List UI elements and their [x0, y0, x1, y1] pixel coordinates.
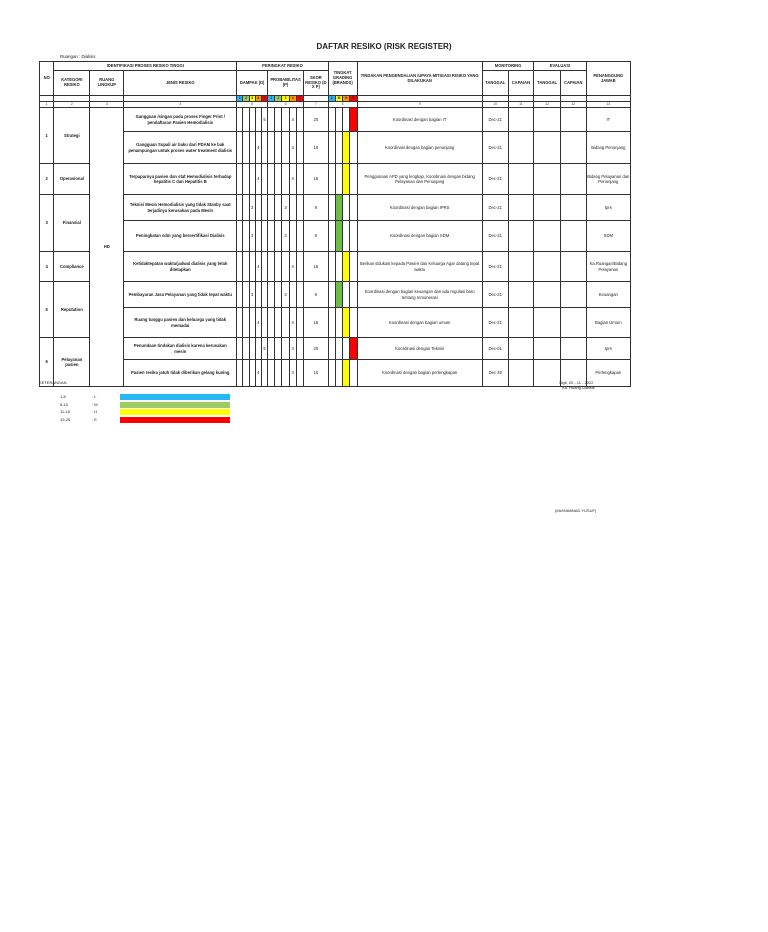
- legend-range: 11-18: [60, 409, 70, 414]
- grading-cell: [335, 252, 342, 282]
- legend-item: [58, 394, 238, 400]
- legend-item: [58, 409, 238, 415]
- dampak-level-5: 5: [261, 96, 267, 102]
- grading-cell: [350, 338, 357, 360]
- row-number: 4: [40, 252, 54, 282]
- probabilitas-cell: [296, 195, 303, 221]
- monitoring-achievement: [508, 108, 534, 132]
- probabilitas-cell: [268, 221, 275, 252]
- dampak-level-3: 3: [249, 96, 255, 102]
- prob-level-3: 3: [282, 96, 289, 102]
- monitoring-achievement: [508, 338, 534, 360]
- evaluation-date: [534, 308, 561, 338]
- dampak-cell: 5: [261, 108, 267, 132]
- column-number: 13: [586, 102, 630, 108]
- monitoring-date: Dec-21: [482, 308, 508, 338]
- grading-cell: [328, 164, 335, 195]
- monitoring-achievement: [508, 308, 534, 338]
- legend-color-swatch: [120, 417, 230, 423]
- grading-cell: [335, 108, 342, 132]
- column-number: 8: [328, 102, 357, 108]
- header-ruang: RUANG LINGKUP: [90, 71, 124, 96]
- evaluation-date: [534, 338, 561, 360]
- header-dampak: DAMPAK (D): [237, 71, 268, 96]
- dampak-cell: 5: [261, 338, 267, 360]
- grading-cell: [350, 195, 357, 221]
- header-evaluasi-tanggal: TANGGAL: [534, 71, 561, 96]
- legend-code: : E: [92, 416, 97, 422]
- grading-cell: [335, 164, 342, 195]
- header-tindakan: TINDAKAN PENGENDALIAN /UPAYA MITIGASI RISIKO YANG DILAKUKAN: [357, 62, 482, 96]
- column-number: 1: [40, 102, 54, 108]
- grading-cell: [343, 338, 350, 360]
- probabilitas-cell: 4: [289, 108, 296, 132]
- mitigation-action: Koordinasi dengan bagian IT: [357, 108, 482, 132]
- grade-level-h: H: [343, 96, 350, 102]
- grading-cell: [328, 252, 335, 282]
- risk-category: Pelayanan pasien: [54, 338, 90, 387]
- risk-score: 20: [304, 108, 329, 132]
- monitoring-date: Dec-21: [482, 221, 508, 252]
- probabilitas-cell: [275, 132, 282, 164]
- grading-cell: [335, 360, 342, 387]
- column-number: 11: [508, 102, 534, 108]
- grading-cell: [343, 132, 350, 164]
- risk-category: Operasional: [54, 164, 90, 195]
- prob-level-4: 4: [289, 96, 296, 102]
- risk-description: Gangguan Supali air baku dari PDAM ke bak penampungan untuk proses water treatment dialisis: [124, 132, 237, 164]
- row-number: 1: [40, 108, 54, 164]
- grading-cell: [328, 360, 335, 387]
- monitoring-date: Dec 39: [482, 360, 508, 387]
- risk-score: 16: [304, 308, 329, 338]
- evaluation-date: [534, 195, 561, 221]
- risk-score: 9: [304, 221, 329, 252]
- responsible-party: Bidang Pelayanan dan Penunjang: [586, 164, 630, 195]
- probabilitas-cell: [282, 164, 289, 195]
- table-row: [40, 132, 631, 164]
- legend-color-swatch: [120, 394, 230, 400]
- risk-description: Peningkatan sdm yang bersertifikasi Dialisis: [124, 221, 237, 252]
- row-number: 2: [40, 164, 54, 195]
- legend-range: 19-25: [60, 416, 71, 422]
- mitigation-action: Koordinasi dengan bagian SDM: [357, 221, 482, 252]
- probabilitas-cell: [296, 282, 303, 308]
- risk-category: Compliance: [54, 252, 90, 282]
- probabilitas-cell: 4: [289, 338, 296, 360]
- probabilitas-cell: [275, 252, 282, 282]
- probabilitas-cell: [275, 308, 282, 338]
- risk-scope: HD: [90, 108, 124, 387]
- risk-description: Pembayaran Jasa Pelayanan yang tidak tepat waktu: [124, 282, 237, 308]
- dampak-cell: 4: [255, 308, 261, 338]
- header-monitoring-tanggal: TANGGAL: [482, 71, 508, 96]
- probabilitas-cell: 4: [289, 252, 296, 282]
- probabilitas-cell: [268, 132, 275, 164]
- column-number: 9: [357, 102, 482, 108]
- signature-place-date: Sigli, 20 - 11 - 2022: [559, 380, 594, 385]
- header-no: NO: [40, 62, 54, 96]
- header-peringkat: PERINGKAT RESIKO: [237, 62, 328, 71]
- dampak-level-1: 1: [237, 96, 243, 102]
- keterangan-label: KETERANGAN: [39, 380, 67, 385]
- mitigation-action: Penggunaan APD yang lengkap, Koordinasi dengan bidang Pelayanan dan Penunjang: [357, 164, 482, 195]
- grading-cell: [350, 164, 357, 195]
- probabilitas-cell: [282, 132, 289, 164]
- header-monitoring-capaian: CAPAIAN: [508, 71, 534, 96]
- legend-item: [58, 417, 238, 423]
- probabilitas-cell: [296, 338, 303, 360]
- legend-code: : M: [92, 401, 98, 407]
- probabilitas-cell: [282, 338, 289, 360]
- risk-description: Terpaparnya pasien dan staf Hemodialisis terhadap hepatitis C dan Hepatitis B: [124, 164, 237, 195]
- header-identifikasi: IDENTIFIKASI PROSES RESIKO TINGGI: [54, 62, 237, 71]
- evaluation-date: [534, 282, 561, 308]
- evaluation-date: [534, 164, 561, 195]
- column-number: 10: [482, 102, 508, 108]
- column-number: 6: [268, 102, 304, 108]
- dampak-cell: 3: [249, 221, 255, 252]
- risk-description: Gangguan /singan pada proses Finger Print / pendaftaran Pasien Hemodialisis: [124, 108, 237, 132]
- grading-cell: [328, 338, 335, 360]
- header-kategori: KATEGORI RESIKO: [54, 71, 90, 96]
- probabilitas-cell: [268, 338, 275, 360]
- monitoring-achievement: [508, 360, 534, 387]
- probabilitas-cell: [275, 360, 282, 387]
- mitigation-action: Koordinasi dengan Teknisi: [357, 338, 482, 360]
- grade-level-m: M: [335, 96, 342, 102]
- row-number: 6: [40, 338, 54, 387]
- evaluation-date: [534, 132, 561, 164]
- grading-cell: [335, 338, 342, 360]
- grading-cell: [335, 308, 342, 338]
- probabilitas-cell: [289, 195, 296, 221]
- grading-cell: [328, 282, 335, 308]
- grading-cell: [328, 308, 335, 338]
- risk-score: 9: [304, 282, 329, 308]
- column-number: 7: [304, 102, 329, 108]
- grading-cell: [350, 282, 357, 308]
- risk-score: 16: [304, 164, 329, 195]
- table-row: [40, 308, 631, 338]
- table-row: [40, 164, 631, 195]
- header-evaluasi: EVALUASI: [534, 62, 586, 71]
- table-row: [40, 221, 631, 252]
- legend-item: [58, 402, 238, 408]
- grading-cell: [343, 221, 350, 252]
- monitoring-date: Dec-21: [482, 164, 508, 195]
- probabilitas-cell: [268, 195, 275, 221]
- mitigation-action: Koordinasi dengan bagian perlengkapan: [357, 360, 482, 387]
- grading-cell: [328, 195, 335, 221]
- mitigation-action: Koordinasi dengan bagian keuangan dan ada regulasi baru tentang remunerasi: [357, 282, 482, 308]
- evaluation-date: [534, 221, 561, 252]
- risk-description: Ruang tunggu pasien dan keluarga yang tidak memadai: [124, 308, 237, 338]
- grading-cell: [343, 360, 350, 387]
- grading-cell: [343, 252, 350, 282]
- legend-range: 1-5: [60, 394, 66, 399]
- column-number: 12: [560, 102, 586, 108]
- probabilitas-cell: [296, 132, 303, 164]
- monitoring-date: Dec-21: [482, 282, 508, 308]
- risk-register-table: [39, 61, 631, 387]
- table-row: [40, 108, 631, 132]
- responsible-party: SDM: [586, 221, 630, 252]
- grading-cell: [328, 108, 335, 132]
- dampak-cell: 4: [255, 252, 261, 282]
- risk-category: Finansial: [54, 195, 90, 252]
- probabilitas-cell: [282, 308, 289, 338]
- grade-level-e: E: [350, 96, 357, 102]
- dampak-level-2: 2: [243, 96, 249, 102]
- table-row: [40, 338, 631, 360]
- evaluation-achievement: [560, 252, 586, 282]
- probabilitas-cell: [282, 360, 289, 387]
- signature-block: [559, 380, 595, 390]
- grading-cell: [343, 108, 350, 132]
- grading-cell: [350, 252, 357, 282]
- evaluation-achievement: [560, 132, 586, 164]
- mitigation-action: Koordinasi dengan bagian umum: [357, 308, 482, 338]
- monitoring-date: Dec-21: [482, 252, 508, 282]
- probabilitas-cell: [296, 221, 303, 252]
- signature-position: Ka. Ruang Dialisis: [562, 385, 595, 390]
- probabilitas-cell: [275, 221, 282, 252]
- header-jenis: JENIS RESIKO: [124, 71, 237, 96]
- risk-category: Strategi: [54, 108, 90, 164]
- legend-color-swatch: [120, 402, 230, 408]
- probabilitas-cell: [296, 164, 303, 195]
- evaluation-achievement: [560, 221, 586, 252]
- probabilitas-cell: 4: [289, 132, 296, 164]
- column-number: 4: [124, 102, 237, 108]
- probabilitas-cell: 3: [282, 195, 289, 221]
- probabilitas-cell: [275, 282, 282, 308]
- column-number: 2: [54, 102, 90, 108]
- probabilitas-cell: [296, 308, 303, 338]
- monitoring-date: Dec-01: [482, 338, 508, 360]
- evaluation-achievement: [560, 195, 586, 221]
- probabilitas-cell: [268, 282, 275, 308]
- table-row: [40, 195, 631, 221]
- header-penanggung: PENANGGUNG JAWAB: [586, 62, 630, 96]
- probabilitas-cell: [268, 108, 275, 132]
- responsible-party: Ka.Ruangan/Bidang Pelayanan: [586, 252, 630, 282]
- dampak-cell: 4: [255, 360, 261, 387]
- responsible-party: Iprs: [586, 338, 630, 360]
- prob-level-2: 2: [275, 96, 282, 102]
- grading-cell: [350, 360, 357, 387]
- column-number: 12: [534, 102, 561, 108]
- dampak-cell: 3: [249, 282, 255, 308]
- mitigation-action: Berikan Edukasi kepada Pasien dan Keluarga Agar datang tepat waktu: [357, 252, 482, 282]
- grading-cell: [335, 132, 342, 164]
- probabilitas-cell: [275, 338, 282, 360]
- responsible-party: Bagian Umum: [586, 308, 630, 338]
- monitoring-achievement: [508, 132, 534, 164]
- grading-cell: [328, 221, 335, 252]
- probabilitas-cell: [289, 221, 296, 252]
- risk-description: Penundaan tindakan dialisis karena kerusakan mesin: [124, 338, 237, 360]
- grading-cell: [335, 195, 342, 221]
- probabilitas-cell: [268, 252, 275, 282]
- table-row: [40, 282, 631, 308]
- risk-score: 16: [304, 252, 329, 282]
- monitoring-achievement: [508, 282, 534, 308]
- probabilitas-cell: 3: [282, 282, 289, 308]
- responsible-party: Keuangan: [586, 282, 630, 308]
- table-row: [40, 252, 631, 282]
- dampak-cell: 4: [255, 132, 261, 164]
- evaluation-date: [534, 360, 561, 387]
- probabilitas-cell: 3: [282, 221, 289, 252]
- grading-cell: [343, 308, 350, 338]
- risk-score: 9: [304, 195, 329, 221]
- evaluation-date: [534, 108, 561, 132]
- probabilitas-cell: [275, 164, 282, 195]
- mitigation-action: Koordinasi dengan bagian penunjang: [357, 132, 482, 164]
- probabilitas-cell: [282, 108, 289, 132]
- column-number: 3: [90, 102, 124, 108]
- table-row: [40, 360, 631, 387]
- monitoring-achievement: [508, 164, 534, 195]
- grading-cell: [335, 282, 342, 308]
- header-grading: TINGKAT GRADING (BRANDS): [328, 62, 357, 96]
- probabilitas-cell: 4: [289, 360, 296, 387]
- risk-score: 20: [304, 338, 329, 360]
- probabilitas-cell: [268, 164, 275, 195]
- evaluation-achievement: [560, 282, 586, 308]
- document-title: DAFTAR RESIKO (RISK REGISTER): [316, 42, 452, 51]
- dampak-level-4: 4: [255, 96, 261, 102]
- responsible-party: IT: [586, 108, 630, 132]
- legend-color-swatch: [120, 409, 230, 415]
- risk-description: Pasien resiko jatuh tidak diberikan gelang kuning: [124, 360, 237, 387]
- evaluation-date: [534, 252, 561, 282]
- evaluation-achievement: [560, 308, 586, 338]
- grading-cell: [343, 164, 350, 195]
- legend-code: : H: [92, 409, 98, 414]
- probabilitas-cell: [296, 360, 303, 387]
- header-skor: SKOR RESIKO (D X P): [304, 71, 329, 96]
- risk-description: Teknisi Mesin Hemodialisis yang tidak Stanby saat terjadinya kerusakan pada Mesin: [124, 195, 237, 221]
- grading-cell: [350, 221, 357, 252]
- responsible-party: Iprs: [586, 195, 630, 221]
- grading-cell: [343, 195, 350, 221]
- risk-category: Reputation: [54, 282, 90, 338]
- probabilitas-cell: [282, 252, 289, 282]
- grading-cell: [350, 132, 357, 164]
- grading-cell: [335, 221, 342, 252]
- dampak-cell: 3: [249, 195, 255, 221]
- responsible-party: Bidang Penunjang: [586, 132, 630, 164]
- monitoring-achievement: [508, 195, 534, 221]
- monitoring-achievement: [508, 252, 534, 282]
- risk-rows: [40, 108, 631, 387]
- room-label: Ruangan : Dialisis: [60, 54, 96, 59]
- signature-name: (MUHAMMAD YUSUF): [555, 508, 597, 513]
- grading-cell: [350, 108, 357, 132]
- mitigation-action: Koordinasi dengan bagian IPRS: [357, 195, 482, 221]
- header-monitoring: MONITORING: [482, 62, 533, 71]
- probabilitas-cell: 4: [289, 164, 296, 195]
- risk-score: 16: [304, 132, 329, 164]
- header-probabilitas: PROBABILITAS (P): [268, 71, 304, 96]
- probabilitas-cell: 4: [289, 308, 296, 338]
- dampak-cell: 4: [255, 164, 261, 195]
- probabilitas-cell: [268, 308, 275, 338]
- risk-score: 16: [304, 360, 329, 387]
- probabilitas-cell: [275, 108, 282, 132]
- grade-level-l: L: [328, 96, 335, 102]
- evaluation-achievement: [560, 164, 586, 195]
- probabilitas-cell: [275, 195, 282, 221]
- monitoring-date: Dec-21: [482, 132, 508, 164]
- row-number: 3: [40, 195, 54, 252]
- monitoring-date: Dec-21: [482, 108, 508, 132]
- monitoring-achievement: [508, 221, 534, 252]
- header-evaluasi-capaian: CAPAIAN: [560, 71, 586, 96]
- monitoring-date: Dec-21: [482, 195, 508, 221]
- grading-cell: [328, 132, 335, 164]
- grading-cell: [350, 308, 357, 338]
- probabilitas-cell: [268, 360, 275, 387]
- evaluation-achievement: [560, 108, 586, 132]
- grading-cell: [343, 282, 350, 308]
- evaluation-achievement: [560, 338, 586, 360]
- probabilitas-cell: [289, 282, 296, 308]
- prob-level-1: 1: [268, 96, 275, 102]
- legend-code: : L: [92, 394, 97, 399]
- column-number: 5: [237, 102, 268, 108]
- risk-description: Ketidaktepatan waktu/jadwal dialisis yang telah ditetapkan: [124, 252, 237, 282]
- prob-level-5: 5: [296, 96, 303, 102]
- probabilitas-cell: [296, 252, 303, 282]
- legend-range: 6-10: [60, 401, 69, 407]
- responsible-party: Perlengkapan: [586, 360, 630, 387]
- row-number: 5: [40, 282, 54, 338]
- probabilitas-cell: [296, 108, 303, 132]
